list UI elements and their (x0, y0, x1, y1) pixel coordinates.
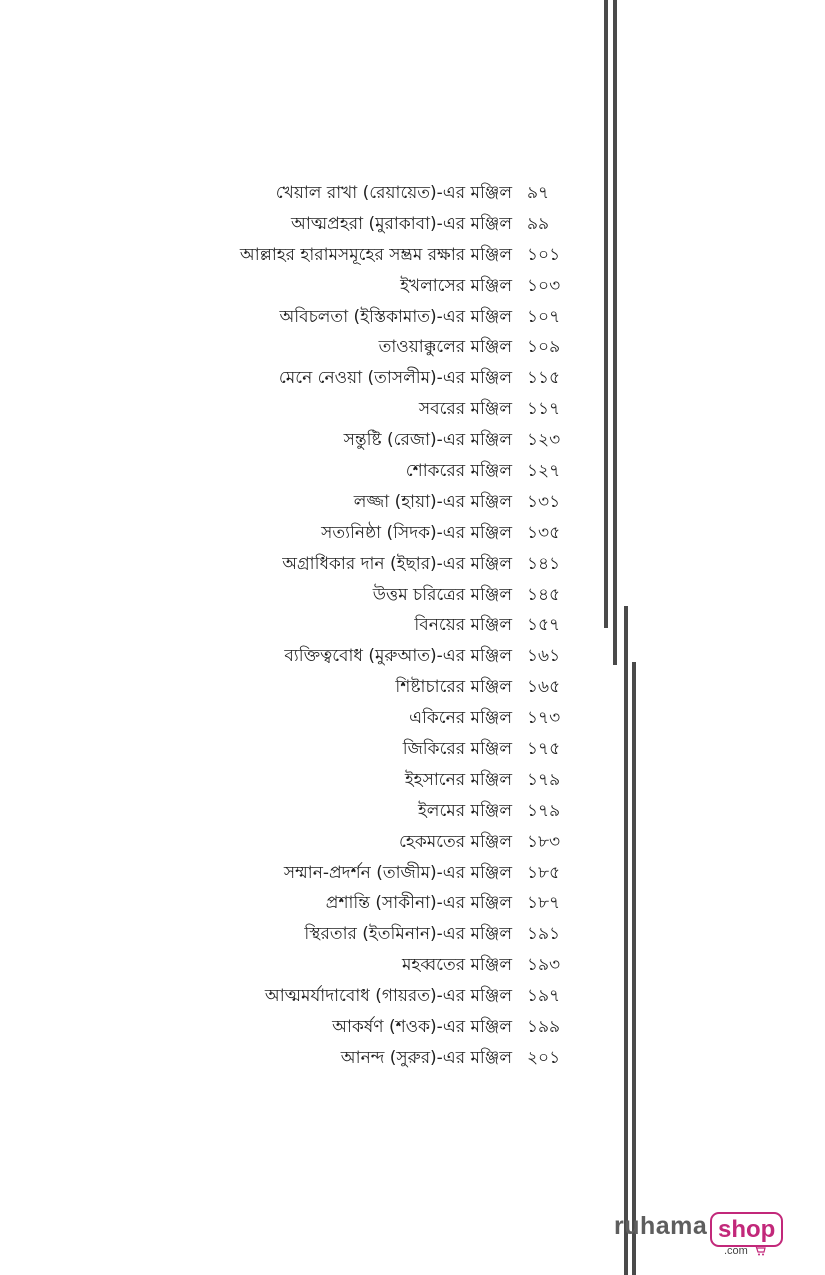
toc-entry (0, 858, 600, 889)
toc-entry-title: সত্যনিষ্ঠা (সিদক)-এর মঞ্জিল (321, 522, 512, 543)
toc-entry-page: ১১৭ (527, 399, 561, 420)
toc-entry-title: অগ্রাধিকার দান (ইছার)-এর মঞ্জিল (282, 553, 512, 574)
toc-entry-title: ইলমের মঞ্জিল (417, 800, 512, 821)
toc-entry-title: একিনের মঞ্জিল (409, 708, 512, 729)
cart-icon (754, 1245, 766, 1256)
decorative-rule (613, 0, 617, 665)
toc-entry-page: ১৪১ (527, 553, 561, 574)
toc-entry (0, 765, 600, 796)
logo-brand: ruhama (614, 1212, 708, 1240)
toc-entry (0, 796, 600, 827)
table-of-contents (0, 178, 600, 1074)
toc-entry-title: জিকিরের মঞ্জিল (402, 739, 512, 760)
toc-entry-page: ১৮৫ (527, 862, 561, 883)
toc-entry-page: ১৭৩ (527, 708, 561, 729)
toc-entry (0, 981, 600, 1012)
toc-entry-page: ১৯১ (527, 924, 561, 945)
toc-entry (0, 425, 600, 456)
toc-entry (0, 580, 600, 611)
toc-entry-page: ১৮৩ (527, 831, 561, 852)
toc-entry-title: হেকমতের মঞ্জিল (399, 831, 512, 852)
toc-entry-title: লজ্জা (হায়া)-এর মঞ্জিল (353, 491, 512, 512)
toc-entry-title: ইখলাসের মঞ্জিল (400, 275, 512, 296)
toc-entry (0, 641, 600, 672)
toc-entry-page: ১৮৭ (527, 893, 561, 914)
toc-entry (0, 487, 600, 518)
toc-entry (0, 950, 600, 981)
toc-entry (0, 703, 600, 734)
toc-entry-page: ১৬৫ (527, 677, 561, 698)
toc-entry-page: ১২৭ (527, 461, 561, 482)
toc-entry-title: আকর্ষণ (শওক)-এর মঞ্জিল (332, 1017, 512, 1038)
toc-entry-page: ১৩১ (527, 491, 561, 512)
toc-entry (0, 332, 600, 363)
toc-entry (0, 827, 600, 858)
toc-entry-title: মেনে নেওয়া (তাসলীম)-এর মঞ্জিল (278, 368, 512, 389)
toc-entry-page: ১৪৫ (527, 584, 561, 605)
toc-entry-page: ১৭৯ (527, 800, 561, 821)
toc-entry (0, 888, 600, 919)
toc-entry (0, 518, 600, 549)
toc-entry (0, 209, 600, 240)
toc-entry-page: ১০৭ (527, 306, 561, 327)
toc-entry (0, 302, 600, 333)
toc-entry (0, 240, 600, 271)
toc-entry (0, 610, 600, 641)
toc-entry-page: ১৯৯ (527, 1017, 561, 1038)
toc-entry (0, 394, 600, 425)
toc-entry (0, 672, 600, 703)
toc-entry-title: শিষ্টাচারের মঞ্জিল (395, 677, 512, 698)
toc-entry-title: সন্তুষ্টি (রেজা)-এর মঞ্জিল (343, 430, 512, 451)
toc-entry-page: ১১৫ (527, 368, 561, 389)
toc-entry-page: ১৯৩ (527, 955, 561, 976)
toc-entry-page: ৯৭ (527, 183, 550, 203)
toc-entry (0, 363, 600, 394)
toc-entry-title: সম্মান-প্রদর্শন (তাজীম)-এর মঞ্জিল (283, 862, 512, 883)
toc-entry-page: ১৬১ (527, 646, 561, 667)
toc-entry (0, 734, 600, 765)
toc-entry-title: বিনয়ের মঞ্জিল (414, 615, 512, 636)
toc-entry-page: ১৭৯ (527, 769, 561, 790)
toc-entry-title: সবরের মঞ্জিল (418, 399, 512, 420)
decorative-rule (632, 662, 636, 1275)
toc-entry-title: আনন্দ (সুরুর)-এর মঞ্জিল (340, 1047, 512, 1068)
decorative-rule (624, 606, 628, 1275)
toc-entry-page: ১০৯ (527, 337, 561, 358)
toc-entry-title: খেয়াল রাখা (রেয়ায়েত)-এর মঞ্জিল (275, 183, 512, 203)
toc-entry-title: মহব্বতের মঞ্জিল (401, 955, 512, 976)
toc-entry-title: আত্মপ্রহরা (মুরাকাবা)-এর মঞ্জিল (290, 213, 512, 234)
toc-entry-title: শোকরের মঞ্জিল (405, 461, 512, 482)
toc-entry-page: ১৯৭ (527, 986, 561, 1007)
toc-entry-page: ২০১ (527, 1047, 561, 1068)
toc-entry (0, 1012, 600, 1043)
toc-entry-page: ১২৩ (527, 430, 561, 451)
toc-entry-page: ১০১ (527, 244, 561, 265)
toc-entry (0, 1043, 600, 1074)
toc-entry-page: ১৩৫ (527, 522, 561, 543)
decorative-rule (604, 0, 608, 628)
toc-entry-title: আল্লাহর হারামসমূহের সম্ভ্রম রক্ষার মঞ্জিল (239, 244, 512, 265)
toc-entry (0, 271, 600, 302)
toc-entry (0, 919, 600, 950)
toc-entry-title: প্রশান্তি (সাকীনা)-এর মঞ্জিল (325, 893, 512, 914)
toc-entry-page: ১৫৭ (527, 615, 561, 636)
watermark-logo (614, 1212, 784, 1262)
toc-entry (0, 549, 600, 580)
toc-entry-page: ৯৯ (527, 213, 550, 234)
toc-entry-page: ১০৩ (527, 275, 561, 296)
toc-entry-title: স্থিরতার (ইতমিনান)-এর মঞ্জিল (304, 924, 512, 945)
toc-entry-page: ১৭৫ (527, 739, 561, 760)
toc-entry-title: ব্যক্তিত্ববোধ (মুরুআত)-এর মঞ্জিল (284, 646, 512, 667)
toc-entry-title: তাওয়াক্কুলের মঞ্জিল (378, 337, 512, 358)
toc-entry-title: অবিচলতা (ইস্তিকামাত)-এর মঞ্জিল (279, 306, 512, 327)
toc-entry (0, 456, 600, 487)
logo-shop-badge: shop (710, 1212, 783, 1247)
toc-entry-title: উত্তম চরিত্রের মঞ্জিল (372, 584, 512, 605)
toc-entry (0, 178, 600, 209)
toc-entry-title: আত্মমর্যাদাবোধ (গায়রত)-এর মঞ্জিল (264, 986, 512, 1007)
logo-domain: .com (724, 1245, 748, 1257)
toc-entry-title: ইহসানের মঞ্জিল (404, 769, 512, 790)
